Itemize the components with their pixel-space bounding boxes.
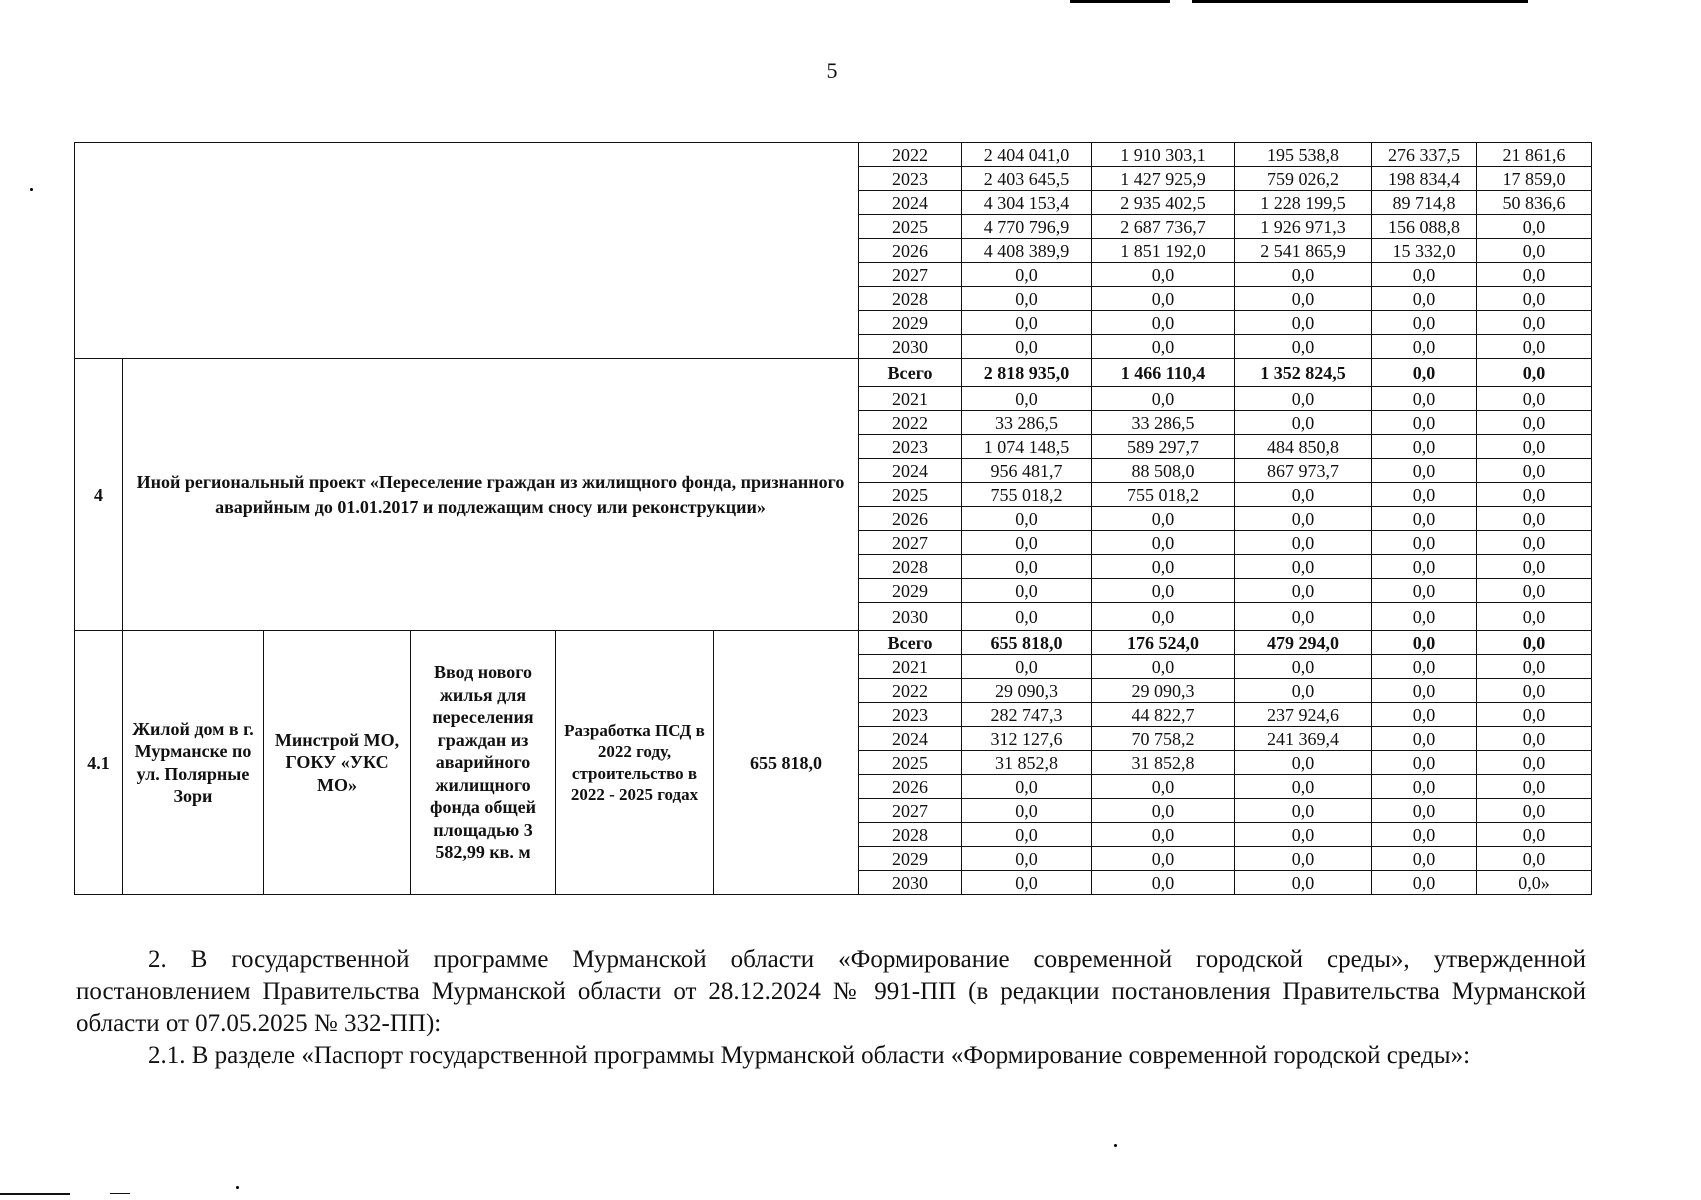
value-cell: 0,0	[1477, 411, 1592, 435]
value-cell: 0,0	[1372, 483, 1477, 507]
scan-speck	[236, 1186, 239, 1189]
table-row	[75, 631, 1592, 655]
value-cell: 0,0	[1372, 775, 1477, 799]
value-cell: 0,0	[1092, 263, 1235, 287]
value-cell: 0,0	[1372, 287, 1477, 311]
value-cell: 589 297,7	[1092, 435, 1235, 459]
value-cell: 0,0	[1372, 459, 1477, 483]
year-cell: 2027	[859, 531, 962, 555]
value-cell: 0,0	[1235, 411, 1372, 435]
value-cell: 0,0	[962, 287, 1092, 311]
value-cell: 4 408 389,9	[962, 239, 1092, 263]
value-cell: 0,0	[1372, 631, 1477, 655]
year-cell: 2023	[859, 167, 962, 191]
value-cell: 0,0	[962, 579, 1092, 603]
value-cell: 0,0	[962, 263, 1092, 287]
table-row	[75, 143, 1592, 167]
year-cell: 2029	[859, 311, 962, 335]
value-cell: 0,0	[1477, 483, 1592, 507]
year-cell: 2028	[859, 287, 962, 311]
value-cell: 0,0	[1235, 263, 1372, 287]
value-cell: 0,0	[1092, 871, 1235, 895]
value-cell: 956 481,7	[962, 459, 1092, 483]
value-cell: 44 822,7	[1092, 703, 1235, 727]
year-cell: 2022	[859, 411, 962, 435]
project-number: 4	[75, 359, 123, 631]
scan-speck	[1114, 1144, 1117, 1147]
year-cell: 2023	[859, 703, 962, 727]
value-cell: 1 074 148,5	[962, 435, 1092, 459]
value-cell: 0,0	[1235, 655, 1372, 679]
value-cell: 0,0»	[1477, 871, 1592, 895]
value-cell: 479 294,0	[1235, 631, 1372, 655]
value-cell: 0,0	[1477, 799, 1592, 823]
value-cell: 0,0	[1372, 727, 1477, 751]
value-cell: 1 926 971,3	[1235, 215, 1372, 239]
year-cell: 2025	[859, 215, 962, 239]
value-cell: 2 935 402,5	[1092, 191, 1235, 215]
value-cell: 0,0	[1372, 751, 1477, 775]
value-cell: 0,0	[1477, 775, 1592, 799]
value-cell: 0,0	[1092, 555, 1235, 579]
value-cell: 0,0	[1477, 751, 1592, 775]
year-cell: 2024	[859, 727, 962, 751]
value-cell: 0,0	[1235, 751, 1372, 775]
year-cell: 2030	[859, 603, 962, 631]
value-cell: 0,0	[1235, 679, 1372, 703]
year-cell: 2026	[859, 507, 962, 531]
value-cell: 0,0	[1477, 459, 1592, 483]
value-cell: 0,0	[1477, 679, 1592, 703]
value-cell: 0,0	[962, 507, 1092, 531]
value-cell: 0,0	[1477, 311, 1592, 335]
year-cell: 2030	[859, 335, 962, 359]
year-cell: 2030	[859, 871, 962, 895]
year-cell: Всего	[859, 359, 962, 387]
value-cell: 0,0	[1372, 359, 1477, 387]
value-cell: 484 850,8	[1235, 435, 1372, 459]
value-cell: 0,0	[1372, 823, 1477, 847]
value-cell: 0,0	[1372, 871, 1477, 895]
value-cell: 0,0	[1372, 679, 1477, 703]
object-name: Жилой дом в г. Мурманске по ул. Полярные Зори	[123, 631, 264, 895]
value-cell: 0,0	[1477, 655, 1592, 679]
value-cell: 0,0	[962, 555, 1092, 579]
value-cell: 0,0	[1235, 799, 1372, 823]
year-cell: 2028	[859, 555, 962, 579]
value-cell: 0,0	[962, 799, 1092, 823]
value-cell: 0,0	[1092, 603, 1235, 631]
body-text	[76, 944, 1586, 1072]
value-cell: 33 286,5	[1092, 411, 1235, 435]
value-cell: 31 852,8	[1092, 751, 1235, 775]
value-cell: 755 018,2	[1092, 483, 1235, 507]
value-cell: 29 090,3	[1092, 679, 1235, 703]
value-cell: 0,0	[1372, 335, 1477, 359]
value-cell: 0,0	[1477, 359, 1592, 387]
value-cell: 0,0	[1235, 387, 1372, 411]
value-cell: 4 304 153,4	[962, 191, 1092, 215]
value-cell: 0,0	[1235, 335, 1372, 359]
year-cell: 2029	[859, 847, 962, 871]
value-cell: 70 758,2	[1092, 727, 1235, 751]
value-cell: 0,0	[1372, 655, 1477, 679]
value-cell: 33 286,5	[962, 411, 1092, 435]
value-cell: 0,0	[1235, 555, 1372, 579]
header-rule-left	[1070, 0, 1170, 3]
value-cell: 1 910 303,1	[1092, 143, 1235, 167]
value-cell: 0,0	[1235, 775, 1372, 799]
value-cell: 0,0	[1092, 847, 1235, 871]
value-cell: 0,0	[962, 311, 1092, 335]
year-cell: Всего	[859, 631, 962, 655]
value-cell: 89 714,8	[1372, 191, 1477, 215]
value-cell: 17 859,0	[1477, 167, 1592, 191]
value-cell: 282 747,3	[962, 703, 1092, 727]
value-cell: 0,0	[1372, 435, 1477, 459]
value-cell: 0,0	[1477, 215, 1592, 239]
value-cell: 0,0	[1372, 311, 1477, 335]
value-cell: 0,0	[962, 871, 1092, 895]
year-cell: 2026	[859, 775, 962, 799]
value-cell: 0,0	[1092, 531, 1235, 555]
value-cell: 0,0	[1092, 579, 1235, 603]
value-cell: 0,0	[1372, 411, 1477, 435]
value-cell: 0,0	[1235, 531, 1372, 555]
value-cell: 759 026,2	[1235, 167, 1372, 191]
value-cell: 0,0	[1092, 311, 1235, 335]
value-cell: 0,0	[962, 655, 1092, 679]
value-cell: 0,0	[1235, 579, 1372, 603]
value-cell: 0,0	[1235, 847, 1372, 871]
value-cell: 0,0	[1372, 531, 1477, 555]
total-cost: 655 818,0	[714, 631, 859, 895]
value-cell: 0,0	[1372, 579, 1477, 603]
value-cell: 195 538,8	[1235, 143, 1372, 167]
value-cell: 31 852,8	[962, 751, 1092, 775]
value-cell: 0,0	[1477, 335, 1592, 359]
expected-result: Ввод нового жилья для переселения граждан из аварийного жилищного фонда общей площадью 3 582,99 кв. м	[411, 631, 556, 895]
value-cell: 0,0	[1372, 799, 1477, 823]
value-cell: 0,0	[1235, 507, 1372, 531]
value-cell: 0,0	[962, 823, 1092, 847]
value-cell: 867 973,7	[1235, 459, 1372, 483]
value-cell: 29 090,3	[962, 679, 1092, 703]
value-cell: 0,0	[1092, 775, 1235, 799]
table-row	[75, 359, 1592, 387]
value-cell: 0,0	[1477, 239, 1592, 263]
value-cell: 0,0	[1477, 263, 1592, 287]
year-cell: 2022	[859, 143, 962, 167]
value-cell: 0,0	[1372, 507, 1477, 531]
value-cell: 198 834,4	[1372, 167, 1477, 191]
value-cell: 176 524,0	[1092, 631, 1235, 655]
value-cell: 0,0	[1477, 727, 1592, 751]
value-cell: 0,0	[1092, 335, 1235, 359]
value-cell: 0,0	[1372, 603, 1477, 631]
value-cell: 2 404 041,0	[962, 143, 1092, 167]
paragraph-2: 2. В государственной программе Мурманской области «Формирование современной городской среды», утвержденной постановлением Правительства Мурманской области от 28.12.2024 № 991-ПП (в редакции постановления Правительства Мурманской области от 07.05.2025 № 332-ПП):	[76, 946, 1586, 1037]
year-cell: 2025	[859, 751, 962, 775]
value-cell: 0,0	[1235, 311, 1372, 335]
value-cell: 15 332,0	[1372, 239, 1477, 263]
value-cell: 0,0	[1372, 387, 1477, 411]
value-cell: 0,0	[1372, 703, 1477, 727]
value-cell: 0,0	[962, 603, 1092, 631]
item-number: 4.1	[75, 631, 123, 895]
value-cell: 0,0	[962, 335, 1092, 359]
value-cell: 0,0	[962, 847, 1092, 871]
value-cell: 0,0	[1235, 287, 1372, 311]
value-cell: 276 337,5	[1372, 143, 1477, 167]
value-cell: 0,0	[1372, 555, 1477, 579]
value-cell: 0,0	[1477, 435, 1592, 459]
executor: Минстрой МО, ГОКУ «УКС МО»	[264, 631, 411, 895]
value-cell: 0,0	[1477, 603, 1592, 631]
year-cell: 2025	[859, 483, 962, 507]
funding-table	[74, 142, 1592, 895]
year-cell: 2024	[859, 459, 962, 483]
value-cell: 2 687 736,7	[1092, 215, 1235, 239]
value-cell: 21 861,6	[1477, 143, 1592, 167]
value-cell: 1 466 110,4	[1092, 359, 1235, 387]
value-cell: 0,0	[962, 775, 1092, 799]
continuation-blank-cell	[75, 143, 859, 359]
header-rule-right	[1192, 0, 1528, 3]
value-cell: 0,0	[1092, 287, 1235, 311]
year-cell: 2027	[859, 799, 962, 823]
value-cell: 0,0	[1477, 555, 1592, 579]
value-cell: 0,0	[1235, 871, 1372, 895]
value-cell: 1 228 199,5	[1235, 191, 1372, 215]
value-cell: 0,0	[1372, 847, 1477, 871]
value-cell: 0,0	[1477, 823, 1592, 847]
value-cell: 0,0	[1372, 263, 1477, 287]
value-cell: 1 427 925,9	[1092, 167, 1235, 191]
value-cell: 0,0	[1092, 823, 1235, 847]
value-cell: 0,0	[1477, 531, 1592, 555]
value-cell: 0,0	[1092, 799, 1235, 823]
value-cell: 241 369,4	[1235, 727, 1372, 751]
scan-edge	[110, 1193, 130, 1194]
value-cell: 0,0	[1092, 655, 1235, 679]
value-cell: 312 127,6	[962, 727, 1092, 751]
year-cell: 2024	[859, 191, 962, 215]
year-cell: 2029	[859, 579, 962, 603]
value-cell: 0,0	[1092, 507, 1235, 531]
value-cell: 156 088,8	[1372, 215, 1477, 239]
value-cell: 0,0	[1477, 387, 1592, 411]
year-cell: 2022	[859, 679, 962, 703]
value-cell: 0,0	[962, 387, 1092, 411]
page-number: 5	[826, 58, 838, 83]
value-cell: 50 836,6	[1477, 191, 1592, 215]
value-cell: 1 851 192,0	[1092, 239, 1235, 263]
value-cell: 2 818 935,0	[962, 359, 1092, 387]
value-cell: 0,0	[1235, 603, 1372, 631]
year-cell: 2028	[859, 823, 962, 847]
value-cell: 2 403 645,5	[962, 167, 1092, 191]
value-cell: 0,0	[1477, 703, 1592, 727]
value-cell: 0,0	[1477, 579, 1592, 603]
value-cell: 237 924,6	[1235, 703, 1372, 727]
value-cell: 4 770 796,9	[962, 215, 1092, 239]
value-cell: 0,0	[1477, 507, 1592, 531]
year-cell: 2021	[859, 387, 962, 411]
scan-speck	[30, 188, 33, 191]
value-cell: 0,0	[1235, 483, 1372, 507]
value-cell: 0,0	[1092, 387, 1235, 411]
paragraph-2-1: 2.1. В разделе «Паспорт государственной программы Мурманской области «Формирование современной городской среды»:	[148, 1042, 1471, 1069]
value-cell: 0,0	[1235, 823, 1372, 847]
value-cell: 655 818,0	[962, 631, 1092, 655]
value-cell: 0,0	[1477, 287, 1592, 311]
value-cell: 88 508,0	[1092, 459, 1235, 483]
implementation-stage: Разработка ПСД в 2022 году, строительство в 2022 - 2025 годах	[556, 631, 714, 895]
year-cell: 2021	[859, 655, 962, 679]
value-cell: 2 541 865,9	[1235, 239, 1372, 263]
value-cell: 0,0	[1477, 631, 1592, 655]
year-cell: 2023	[859, 435, 962, 459]
year-cell: 2026	[859, 239, 962, 263]
value-cell: 1 352 824,5	[1235, 359, 1372, 387]
value-cell: 0,0	[962, 531, 1092, 555]
value-cell: 0,0	[1477, 847, 1592, 871]
year-cell: 2027	[859, 263, 962, 287]
project-title: Иной региональный проект «Переселение граждан из жилищного фонда, признанного аварийным до 01.01.2017 и подлежащим сносу или реконструкции»	[123, 359, 859, 631]
value-cell: 755 018,2	[962, 483, 1092, 507]
scan-edge	[0, 1193, 70, 1195]
